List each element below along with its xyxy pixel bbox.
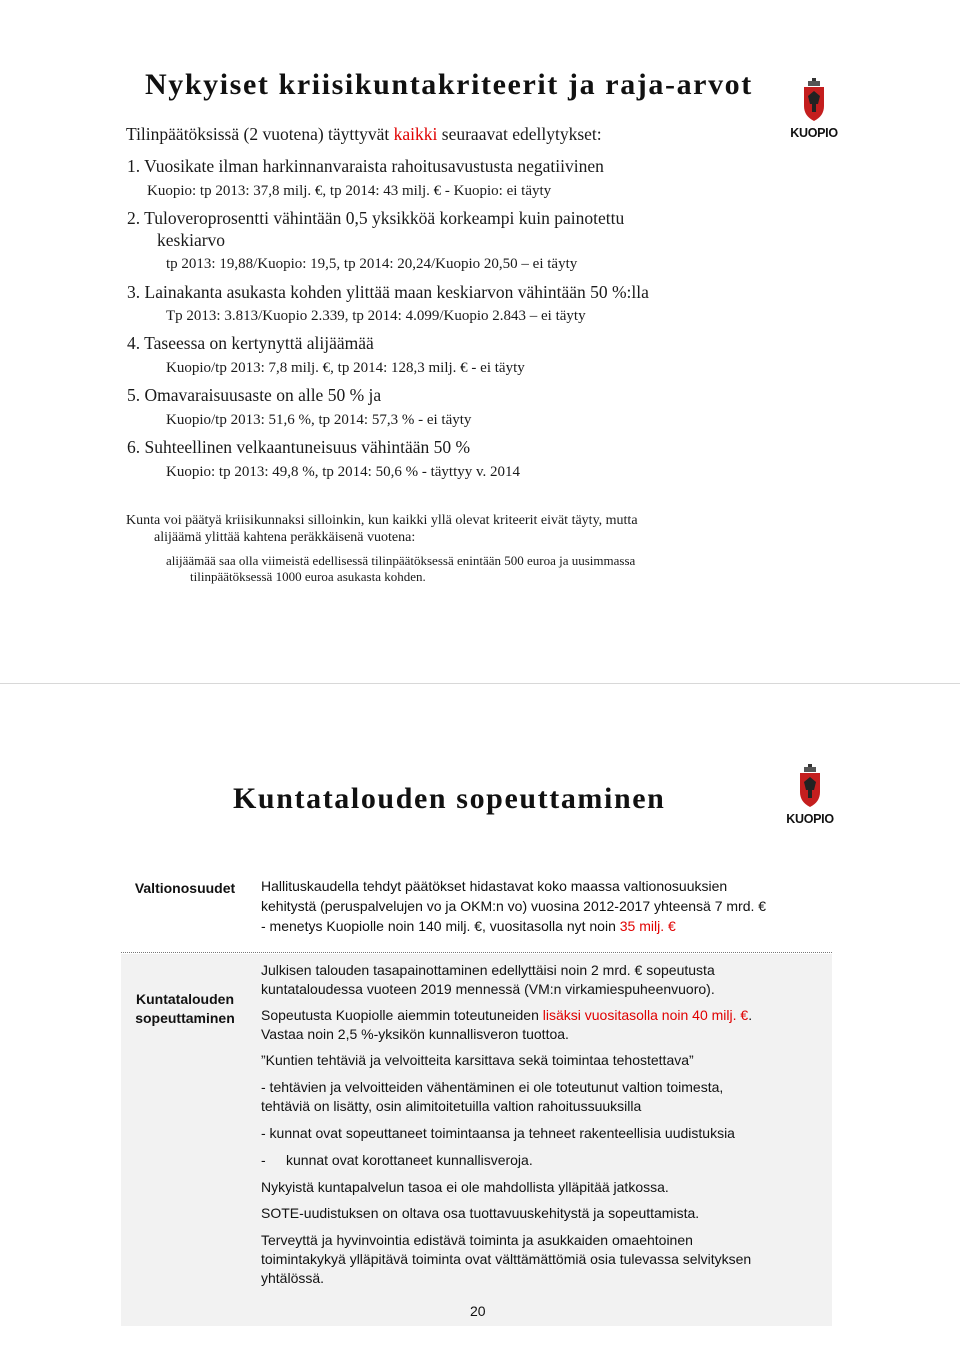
row1-line-1: Hallituskaudella tehdyt päätökset hidastavat koko maassa valtionosuuksien (261, 878, 728, 894)
p4-line-1: - tehtävien ja velvoitteiden vähentäminen ei ole toteutunut valtion toimesta, (261, 1079, 724, 1095)
row2-label-line-1: Kuntatalouden (136, 991, 234, 1007)
criterion-3-detail: Tp 2013: 3.813/Kuopio 2.339, tp 2014: 4.099/Kuopio 2.843 – ei täyty (166, 308, 586, 324)
intro-text-post: seuraavat edellytykset: (437, 124, 602, 144)
p9-line-3: yhtälössä. (261, 1270, 325, 1286)
criterion-1-head: 1. Vuosikate ilman harkinnanvaraista rahoitusavustusta negatiivinen (127, 156, 604, 176)
criterion-3-head: 3. Lainakanta asukasta kohden ylittää maan keskiarvon vähintään 50 %:lla (127, 282, 649, 302)
p2-line-2: Vastaa noin 2,5 %-yksikön kunnallisveron tuottoa. (261, 1026, 569, 1042)
page-number: 20 (470, 1303, 486, 1319)
criterion-6-detail: Kuopio: tp 2013: 49,8 %, tp 2014: 50,6 % - täyttyy v. 2014 (166, 464, 521, 480)
criterion-6-head: 6. Suhteellinen velkaantuneisuus vähintään 50 % (127, 437, 471, 457)
p5: - kunnat ovat sopeuttaneet toimintaansa ja tehneet rakenteellisia uudistuksia (261, 1125, 735, 1141)
p7: Nykyistä kuntapalvelun tasoa ei ole mahdollista ylläpitää jatkossa. (261, 1179, 669, 1195)
criterion-5-head: 5. Omavaraisuusaste on alle 50 % ja (127, 385, 382, 405)
p2-line-1 (261, 1006, 752, 1025)
p4-line-2: tehtäviä on lisätty, osin alimitoitetuilla valtion rahoitussuuksilla (261, 1098, 642, 1114)
criterion-5-detail: Kuopio/tp 2013: 51,6 %, tp 2014: 57,3 % - ei täyty (166, 412, 472, 428)
kuopio-logo (786, 78, 842, 150)
row2-label-line-2: sopeuttaminen (135, 1010, 235, 1026)
row1-emphasis: 35 milj. € (619, 918, 676, 934)
criterion-2-head-cont: keskiarvo (157, 230, 226, 250)
criterion-4-head: 4. Taseessa on kertynyttä alijäämää (127, 333, 374, 353)
slide-1-title: Nykyiset kriisikuntakriteerit ja raja-arvot (145, 68, 753, 101)
p8: SOTE-uudistuksen on oltava osa tuottavuuskehitystä ja sopeuttamista. (261, 1205, 700, 1221)
slide-2 (0, 690, 960, 1367)
kuopio-crest-icon (799, 764, 821, 808)
criterion-2-head: 2. Tuloveroprosentti vähintään 0,5 yksikköä korkeampi kuin painotettu (127, 208, 625, 228)
p9-line-2: toimintakykyä ylläpitävä toiminta ovat välttämättömiä osia tulevassa selvityksen (261, 1251, 752, 1267)
p6-dash: - (261, 1152, 266, 1168)
criterion-2-detail: tp 2013: 19,88/Kuopio: 19,5, tp 2014: 20,24/Kuopio 20,50 – ei täyty (166, 256, 578, 272)
kuopio-crest-icon (803, 78, 825, 122)
note-line-1: alijäämää saa olla viimeistä edellisessä tilinpäätöksessä enintään 500 euroa ja uusimmassa (166, 553, 636, 568)
row1-line-3 (261, 917, 676, 936)
p2-text-post: . (748, 1007, 753, 1023)
criterion-4-detail: Kuopio/tp 2013: 7,8 milj. €, tp 2014: 128,3 milj. € - ei täyty (166, 360, 525, 376)
row1-line-3-text: - menetys Kuopiolle noin 140 milj. €, vuositasolla nyt noin (261, 918, 620, 934)
kuopio-logo-text: KUOPIO (786, 812, 834, 826)
p1-line-1: Julkisen talouden tasapainottaminen edellyttäisi noin 2 mrd. € sopeutusta (261, 962, 715, 978)
slide-separator (0, 683, 960, 684)
conclusion-line-2: alijäämä ylittää kahtena peräkkäisenä vuotena: (154, 530, 416, 545)
p1-line-2: kuntataloudessa vuoteen 2019 mennessä (VM:n virkamiespuheenvuoro). (261, 981, 715, 997)
slide-2-title: Kuntatalouden sopeuttaminen (233, 782, 666, 815)
row-label-valtionosuudet: Valtionosuudet (134, 880, 236, 896)
intro-emphasis: kaikki (393, 124, 438, 144)
p9-line-1: Terveyttä ja hyvinvointia edistävä toiminta ja asukkaiden omaehtoinen (261, 1232, 693, 1248)
p2-text-pre: Sopeutusta Kuopiolle aiemmin toteutuneiden (261, 1007, 543, 1023)
intro-line (126, 124, 602, 145)
note-line-2: tilinpäätöksessä 1000 euroa asukasta kohden. (190, 569, 426, 584)
conclusion-line-1: Kunta voi päätyä kriisikunnaksi silloinkin, kun kaikki yllä olevat kriteerit eivät täyty, mutta (126, 513, 638, 528)
p3: ”Kuntien tehtäviä ja velvoitteita karsittava sekä toimintaa tehostettava” (261, 1052, 694, 1068)
criterion-1-detail: Kuopio: tp 2013: 37,8 milj. €, tp 2014: 43 milj. € - Kuopio: ei täyty (147, 183, 552, 199)
p6-text: kunnat ovat korottaneet kunnallisveroja. (286, 1152, 533, 1168)
p2-emphasis: lisäksi vuositasolla noin 40 milj. € (542, 1007, 749, 1023)
row-label-kuntatalouden-sopeuttaminen (121, 990, 249, 1028)
kuopio-logo (782, 764, 838, 836)
row1-line-2: kehitystä (peruspalvelujen vo ja OKM:n vo) vuosina 2012-2017 yhteensä 7 mrd. € (261, 898, 767, 914)
intro-text-pre: Tilinpäätöksissä (2 vuotena) täyttyvät (126, 124, 394, 144)
kuopio-logo-text: KUOPIO (790, 126, 838, 140)
